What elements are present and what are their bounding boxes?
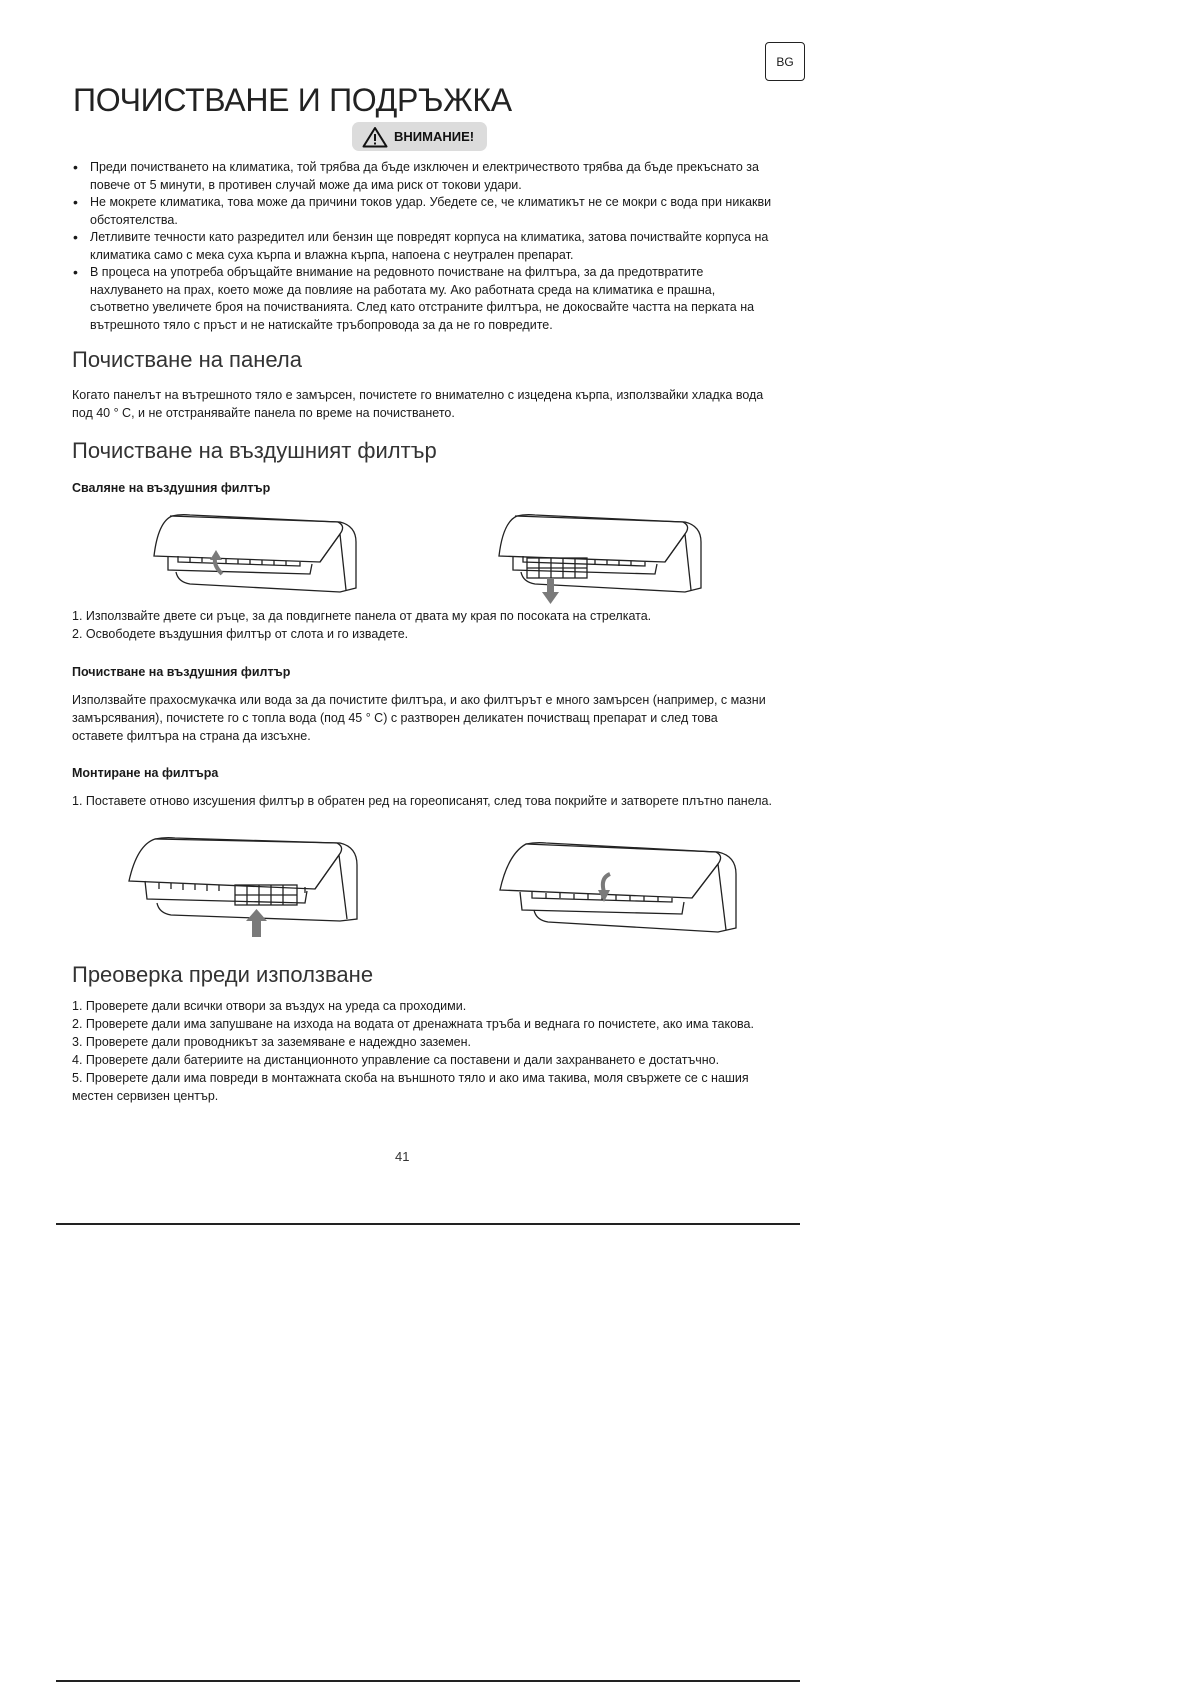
list-item: 5. Проверете дали има повреди в монтажната скоба на външното тяло и ако има такива, моля свържете се с нашия местен сервизен център. [72, 1071, 749, 1103]
list-item: 2. Проверете дали има запушване на изхода на водата от дренажната тръба и веднага го почистете, ако има такова. [72, 1017, 754, 1031]
language-badge: BG [765, 42, 805, 81]
panel-cleaning-text: Когато панелът на вътрешното тяло е замърсен, почистете го внимателно с изцедена кърпа, използвайки хладка вода под 40 ° C, и не отстранявайте панела по време на почистването. [72, 388, 764, 420]
page-title: ПОЧИСТВАНЕ И ПОДРЪЖКА [73, 82, 512, 118]
filter-clean-heading: Почистване на въздушния филтър [72, 665, 291, 679]
list-item: 1. Използвайте двете си ръце, за да повдигнете панела от двата му края по посоката на стрелката. [72, 609, 652, 623]
list-item: 1. Проверете дали всички отвори за въздух на уреда са проходими. [72, 999, 467, 1013]
warning-label: ВНИМАНИЕ! [394, 129, 475, 144]
bottom-divider-line [56, 1680, 800, 1682]
filter-install-heading: Монтиране на филтъра [72, 766, 219, 780]
remove-filter-illustration [495, 512, 707, 606]
list-item: • В процеса на употреба обръщайте внимание на редовното почистване на филтъра, за да предотвратите нахлуването на прах, което може да повлияе на работата му. Ако работната среда на климатика е прашна, съответно увеличете броя на почистванията. След като отстраните филтъра, не докосвайте частта на перката на вътрешното тяло с пръст и не натискайте тръбопровода за да не го повредите. [72, 264, 772, 334]
list-item: 4. Проверете дали батериите на дистанционното управление са поставени и дали захранването е достатъчно. [72, 1053, 720, 1067]
pre-use-check-heading: Преоверка преди използване [72, 962, 374, 987]
list-item: • Летливите течности като разредител или бензин ще повредят корпуса на климатика, затова почиствайте корпуса на климатика само с мека суха кърпа и влажна кърпа, напоена с неутрален препарат. [72, 229, 772, 264]
list-item: 3. Проверете дали проводникът за заземяване е надеждно заземен. [72, 1035, 471, 1049]
filter-cleaning-heading: Почистване на въздушният филтър [72, 438, 437, 463]
close-panel-illustration [496, 840, 742, 940]
list-item: 2. Освободете въздушния филтър от слота и го извадете. [72, 627, 409, 641]
page-number: 41 [395, 1149, 410, 1164]
warning-bullet-list [72, 159, 772, 334]
filter-clean-text: Използвайте прахосмукачка или вода за да почистите филтъра, и ако филтърът е много замърсен (например, с мазни замърсявания), почистете го с топла вода (под 45 ° C) с разтворен деликатен почистващ препарат и след това оставете филтъра на страна да изсъхне. [72, 693, 766, 743]
filter-remove-heading: Сваляне на въздушния филтър [72, 481, 271, 495]
remove-steps-list [72, 607, 772, 643]
list-item: • Не мокрете климатика, това може да причини токов удар. Убедете се, че климатикът не се мокри с вода при никакви обстоятелства. [72, 194, 772, 229]
check-steps-list [72, 997, 772, 1105]
warning-badge [352, 122, 487, 151]
filter-install-text: 1. Поставете отново изсушения филтър в обратен ред на гореописанят, след това покрийте и затворете плътно панела. [72, 794, 772, 808]
list-item: • Преди почистването на климатика, той трябва да бъде изключен и електричеството трябва да бъде прекъснато за повече от 5 минути, в противен случай може да има риск от токови удари. [72, 159, 772, 194]
warning-triangle-icon [362, 126, 388, 148]
divider-line [56, 1223, 800, 1225]
insert-filter-illustration [125, 835, 365, 937]
lift-panel-illustration [150, 512, 362, 596]
panel-cleaning-heading: Почистване на панела [72, 347, 302, 372]
